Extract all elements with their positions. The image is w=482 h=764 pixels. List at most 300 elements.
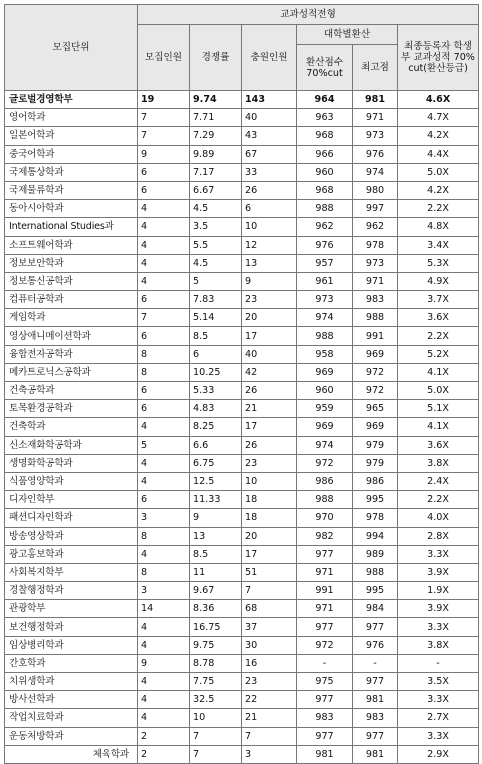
table-row [5, 527, 479, 545]
filled-cell: 3 [242, 745, 297, 763]
dept-name-cell: 디자인학부 [5, 491, 138, 509]
score70-cell: 986 [297, 472, 353, 490]
filled-cell: 10 [242, 218, 297, 236]
table-row [5, 345, 479, 363]
rate-cell: 8.25 [190, 418, 242, 436]
dept-name-cell: 메카트로닉스공학과 [5, 363, 138, 381]
dept-name-cell: 작업치료학과 [5, 709, 138, 727]
dept-name-cell: 융합전자공학과 [5, 345, 138, 363]
rate-cell: 5.14 [190, 309, 242, 327]
filled-cell: 13 [242, 254, 297, 272]
score70-cell: 957 [297, 254, 353, 272]
quota-cell: 6 [138, 382, 190, 400]
quota-cell: 4 [138, 636, 190, 654]
table-row [5, 691, 479, 709]
top-score-cell: 974 [353, 163, 398, 181]
top-score-cell: 971 [353, 272, 398, 290]
header-filled: 충원인원 [242, 25, 297, 91]
filled-cell: 26 [242, 436, 297, 454]
top-score-cell: 977 [353, 673, 398, 691]
rate-cell: 9.75 [190, 636, 242, 654]
filled-cell: 68 [242, 600, 297, 618]
grade-cell: 3.5X [398, 673, 479, 691]
top-score-cell: 981 [353, 91, 398, 109]
grade-cell: 2.2X [398, 200, 479, 218]
table-row [5, 127, 479, 145]
score70-cell: 962 [297, 218, 353, 236]
score70-cell: 977 [297, 618, 353, 636]
score70-cell: 966 [297, 145, 353, 163]
grade-cell: 3.7X [398, 291, 479, 309]
table-row [5, 636, 479, 654]
rate-cell: 5.33 [190, 382, 242, 400]
table-row [5, 600, 479, 618]
table-row [5, 545, 479, 563]
top-score-cell: 983 [353, 709, 398, 727]
rate-cell: 7.83 [190, 291, 242, 309]
table-row [5, 272, 479, 290]
quota-cell: 9 [138, 654, 190, 672]
dept-name-cell: 광고홍보학과 [5, 545, 138, 563]
admissions-table [4, 4, 479, 764]
filled-cell: 18 [242, 509, 297, 527]
quota-cell: 14 [138, 600, 190, 618]
rate-cell: 4.5 [190, 200, 242, 218]
dept-name-cell: 정보통신공학과 [5, 272, 138, 290]
table-row [5, 163, 479, 181]
table-row [5, 109, 479, 127]
rate-cell: 10.25 [190, 363, 242, 381]
top-score-cell: 973 [353, 127, 398, 145]
rate-cell: 16.75 [190, 618, 242, 636]
rate-cell: 9.67 [190, 582, 242, 600]
table-row [5, 418, 479, 436]
rate-cell: 9 [190, 509, 242, 527]
rate-cell: 32.5 [190, 691, 242, 709]
top-score-cell: - [353, 654, 398, 672]
grade-cell: 2.4X [398, 472, 479, 490]
score70-cell: 971 [297, 600, 353, 618]
top-score-cell: 980 [353, 181, 398, 199]
rate-cell: 6.75 [190, 454, 242, 472]
quota-cell: 2 [138, 745, 190, 763]
grade-cell: 2.7X [398, 709, 479, 727]
top-score-cell: 976 [353, 636, 398, 654]
rate-cell: 9.89 [190, 145, 242, 163]
filled-cell: 17 [242, 327, 297, 345]
score70-cell: 976 [297, 236, 353, 254]
score70-cell: 958 [297, 345, 353, 363]
rate-cell: 8.78 [190, 654, 242, 672]
rate-cell: 10 [190, 709, 242, 727]
top-score-cell: 989 [353, 545, 398, 563]
table-row [5, 436, 479, 454]
top-score-cell: 979 [353, 436, 398, 454]
filled-cell: 21 [242, 400, 297, 418]
grade-cell: 5.0X [398, 382, 479, 400]
score70-cell: 960 [297, 382, 353, 400]
quota-cell: 8 [138, 363, 190, 381]
filled-cell: 9 [242, 272, 297, 290]
grade-cell: 5.3X [398, 254, 479, 272]
table-row [5, 400, 479, 418]
quota-cell: 4 [138, 236, 190, 254]
score70-cell: 977 [297, 545, 353, 563]
quota-cell: 3 [138, 509, 190, 527]
filled-cell: 37 [242, 618, 297, 636]
score70-cell: - [297, 654, 353, 672]
table-row [5, 709, 479, 727]
header-rate: 경쟁률 [190, 25, 242, 91]
grade-cell: 2.2X [398, 491, 479, 509]
grade-cell: 4.1X [398, 418, 479, 436]
grade-cell: 3.4X [398, 236, 479, 254]
header-top: 최고점 [353, 45, 398, 91]
header-dept: 모집단위 [5, 5, 138, 91]
grade-cell: 3.6X [398, 309, 479, 327]
top-score-cell: 981 [353, 691, 398, 709]
filled-cell: 17 [242, 545, 297, 563]
score70-cell: 969 [297, 363, 353, 381]
top-score-cell: 969 [353, 418, 398, 436]
filled-cell: 33 [242, 163, 297, 181]
top-score-cell: 969 [353, 345, 398, 363]
filled-cell: 6 [242, 200, 297, 218]
header-final: 최종등록자 학생부 교과성적 70% cut(환산등급) [398, 25, 479, 91]
filled-cell: 42 [242, 363, 297, 381]
top-score-cell: 978 [353, 236, 398, 254]
score70-cell: 988 [297, 491, 353, 509]
dept-name-cell: 관광학부 [5, 600, 138, 618]
quota-cell: 4 [138, 709, 190, 727]
dept-name-cell: 건축학과 [5, 418, 138, 436]
dept-name-cell: 보건행정학과 [5, 618, 138, 636]
table-row [5, 218, 479, 236]
rate-cell: 6.67 [190, 181, 242, 199]
table-row [5, 236, 479, 254]
score70-cell: 970 [297, 509, 353, 527]
grade-cell: 3.6X [398, 436, 479, 454]
filled-cell: 22 [242, 691, 297, 709]
quota-cell: 7 [138, 309, 190, 327]
filled-cell: 40 [242, 109, 297, 127]
top-score-cell: 997 [353, 200, 398, 218]
rate-cell: 4.83 [190, 400, 242, 418]
quota-cell: 4 [138, 272, 190, 290]
top-score-cell: 973 [353, 254, 398, 272]
top-score-cell: 995 [353, 491, 398, 509]
dept-name-cell: 정보보안학과 [5, 254, 138, 272]
dept-name-cell: 방사선학과 [5, 691, 138, 709]
quota-cell: 4 [138, 673, 190, 691]
quota-cell: 5 [138, 436, 190, 454]
grade-cell: 2.2X [398, 327, 479, 345]
score70-cell: 981 [297, 745, 353, 763]
top-score-cell: 984 [353, 600, 398, 618]
score70-cell: 971 [297, 563, 353, 581]
grade-cell: 3.3X [398, 618, 479, 636]
dept-name-cell: 식품영양학과 [5, 472, 138, 490]
quota-cell: 4 [138, 545, 190, 563]
table-row [5, 582, 479, 600]
dept-name-cell: 간호학과 [5, 654, 138, 672]
score70-cell: 972 [297, 636, 353, 654]
table-row [5, 200, 479, 218]
filled-cell: 21 [242, 709, 297, 727]
filled-cell: 20 [242, 527, 297, 545]
rate-cell: 8.36 [190, 600, 242, 618]
dept-name-cell: 체육학과 [5, 745, 138, 763]
rate-cell: 7 [190, 745, 242, 763]
dept-name-cell: 방송영상학과 [5, 527, 138, 545]
quota-cell: 4 [138, 218, 190, 236]
dept-name-cell: 치위생학과 [5, 673, 138, 691]
quota-cell: 4 [138, 254, 190, 272]
dept-name-cell: 영어학과 [5, 109, 138, 127]
filled-cell: 20 [242, 309, 297, 327]
header-group: 교과성적전형 [138, 5, 479, 25]
grade-cell: 4.0X [398, 509, 479, 527]
grade-cell: 3.9X [398, 600, 479, 618]
top-score-cell: 995 [353, 582, 398, 600]
rate-cell: 13 [190, 527, 242, 545]
table-row [5, 654, 479, 672]
dept-name-cell: 소프트웨어학과 [5, 236, 138, 254]
table-row [5, 509, 479, 527]
rate-cell: 12.5 [190, 472, 242, 490]
top-score-cell: 965 [353, 400, 398, 418]
top-score-cell: 981 [353, 745, 398, 763]
dept-name-cell: International Studies과 [5, 218, 138, 236]
score70-cell: 974 [297, 436, 353, 454]
dept-name-cell: 일본어학과 [5, 127, 138, 145]
grade-cell: 3.3X [398, 727, 479, 745]
rate-cell: 7.71 [190, 109, 242, 127]
quota-cell: 8 [138, 563, 190, 581]
dept-name-cell: 국제물류학과 [5, 181, 138, 199]
rate-cell: 7.75 [190, 673, 242, 691]
top-score-cell: 972 [353, 382, 398, 400]
rate-cell: 7.17 [190, 163, 242, 181]
grade-cell: 3.8X [398, 454, 479, 472]
dept-name-cell: 패션디자인학과 [5, 509, 138, 527]
quota-cell: 2 [138, 727, 190, 745]
table-row [5, 309, 479, 327]
table-row [5, 618, 479, 636]
dept-name-cell: 임상병리학과 [5, 636, 138, 654]
filled-cell: 12 [242, 236, 297, 254]
score70-cell: 960 [297, 163, 353, 181]
header-score70: 환산점수 70%cut [297, 45, 353, 91]
score70-cell: 982 [297, 527, 353, 545]
top-score-cell: 988 [353, 309, 398, 327]
dept-name-cell: 경찰행정학과 [5, 582, 138, 600]
score70-cell: 977 [297, 691, 353, 709]
score70-cell: 969 [297, 418, 353, 436]
quota-cell: 4 [138, 200, 190, 218]
filled-cell: 43 [242, 127, 297, 145]
quota-cell: 4 [138, 618, 190, 636]
quota-cell: 6 [138, 491, 190, 509]
rate-cell: 5 [190, 272, 242, 290]
quota-cell: 6 [138, 400, 190, 418]
grade-cell: 1.9X [398, 582, 479, 600]
filled-cell: 143 [242, 91, 297, 109]
dept-name-cell: 건축공학과 [5, 382, 138, 400]
quota-cell: 8 [138, 527, 190, 545]
filled-cell: 23 [242, 673, 297, 691]
filled-cell: 16 [242, 654, 297, 672]
dept-name-cell: 국제통상학과 [5, 163, 138, 181]
top-score-cell: 962 [353, 218, 398, 236]
rate-cell: 7.29 [190, 127, 242, 145]
grade-cell: 4.2X [398, 127, 479, 145]
dept-name-cell: 운동처방학과 [5, 727, 138, 745]
header-quota: 모집인원 [138, 25, 190, 91]
grade-cell: 2.9X [398, 745, 479, 763]
table-row [5, 145, 479, 163]
dept-name-cell: 동아시아학과 [5, 200, 138, 218]
table-row [5, 563, 479, 581]
top-score-cell: 988 [353, 563, 398, 581]
dept-name-cell: 사회복지학부 [5, 563, 138, 581]
score70-cell: 977 [297, 727, 353, 745]
score70-cell: 983 [297, 709, 353, 727]
filled-cell: 18 [242, 491, 297, 509]
dept-name-cell: 컴퓨터공학과 [5, 291, 138, 309]
quota-cell: 6 [138, 163, 190, 181]
score70-cell: 968 [297, 181, 353, 199]
score70-cell: 973 [297, 291, 353, 309]
table-row [5, 327, 479, 345]
top-score-cell: 972 [353, 363, 398, 381]
grade-cell: 3.8X [398, 636, 479, 654]
table-row [5, 673, 479, 691]
grade-cell: 4.6X [398, 91, 479, 109]
score70-cell: 988 [297, 200, 353, 218]
rate-cell: 6 [190, 345, 242, 363]
header-convert-group: 대학별환산 [297, 25, 398, 45]
score70-cell: 988 [297, 327, 353, 345]
quota-cell: 4 [138, 418, 190, 436]
table-row [5, 727, 479, 745]
rate-cell: 11.33 [190, 491, 242, 509]
quota-cell: 4 [138, 691, 190, 709]
score70-cell: 968 [297, 127, 353, 145]
table-row [5, 291, 479, 309]
filled-cell: 10 [242, 472, 297, 490]
quota-cell: 4 [138, 472, 190, 490]
table-row [5, 181, 479, 199]
grade-cell: 3.3X [398, 691, 479, 709]
grade-cell: 4.1X [398, 363, 479, 381]
table-row [5, 454, 479, 472]
dept-name-cell: 신소재화학공학과 [5, 436, 138, 454]
grade-cell: 4.7X [398, 109, 479, 127]
grade-cell: 5.1X [398, 400, 479, 418]
filled-cell: 26 [242, 382, 297, 400]
table-row [5, 472, 479, 490]
score70-cell: 961 [297, 272, 353, 290]
rate-cell: 8.5 [190, 327, 242, 345]
grade-cell: 4.2X [398, 181, 479, 199]
grade-cell: - [398, 654, 479, 672]
filled-cell: 23 [242, 454, 297, 472]
quota-cell: 8 [138, 345, 190, 363]
table-row [5, 491, 479, 509]
top-score-cell: 983 [353, 291, 398, 309]
quota-cell: 7 [138, 127, 190, 145]
score70-cell: 975 [297, 673, 353, 691]
top-score-cell: 991 [353, 327, 398, 345]
dept-name-cell: 토목환경공학과 [5, 400, 138, 418]
grade-cell: 2.8X [398, 527, 479, 545]
table-row [5, 254, 479, 272]
quota-cell: 7 [138, 109, 190, 127]
filled-cell: 67 [242, 145, 297, 163]
rate-cell: 6.6 [190, 436, 242, 454]
dept-name-cell: 영상애니메이션학과 [5, 327, 138, 345]
table-body [5, 91, 479, 764]
rate-cell: 11 [190, 563, 242, 581]
grade-cell: 5.2X [398, 345, 479, 363]
grade-cell: 4.9X [398, 272, 479, 290]
rate-cell: 7 [190, 727, 242, 745]
filled-cell: 40 [242, 345, 297, 363]
grade-cell: 5.0X [398, 163, 479, 181]
quota-cell: 19 [138, 91, 190, 109]
rate-cell: 9.74 [190, 91, 242, 109]
rate-cell: 3.5 [190, 218, 242, 236]
table-row [5, 363, 479, 381]
top-score-cell: 977 [353, 727, 398, 745]
top-score-cell: 994 [353, 527, 398, 545]
score70-cell: 974 [297, 309, 353, 327]
rate-cell: 5.5 [190, 236, 242, 254]
top-score-cell: 986 [353, 472, 398, 490]
quota-cell: 6 [138, 181, 190, 199]
filled-cell: 30 [242, 636, 297, 654]
top-score-cell: 979 [353, 454, 398, 472]
quota-cell: 3 [138, 582, 190, 600]
dept-name-cell: 중국어학과 [5, 145, 138, 163]
filled-cell: 23 [242, 291, 297, 309]
filled-cell: 26 [242, 181, 297, 199]
rate-cell: 8.5 [190, 545, 242, 563]
score70-cell: 991 [297, 582, 353, 600]
rate-cell: 4.5 [190, 254, 242, 272]
dept-name-cell: 게임학과 [5, 309, 138, 327]
quota-cell: 9 [138, 145, 190, 163]
quota-cell: 6 [138, 327, 190, 345]
top-score-cell: 976 [353, 145, 398, 163]
grade-cell: 3.3X [398, 545, 479, 563]
dept-name-cell: 글로벌경영학부 [5, 91, 138, 109]
score70-cell: 963 [297, 109, 353, 127]
grade-cell: 4.8X [398, 218, 479, 236]
top-score-cell: 977 [353, 618, 398, 636]
table-row [5, 91, 479, 109]
grade-cell: 3.9X [398, 563, 479, 581]
filled-cell: 7 [242, 727, 297, 745]
filled-cell: 7 [242, 582, 297, 600]
dept-name-cell: 생명화학공학과 [5, 454, 138, 472]
top-score-cell: 978 [353, 509, 398, 527]
quota-cell: 6 [138, 291, 190, 309]
top-score-cell: 971 [353, 109, 398, 127]
grade-cell: 4.4X [398, 145, 479, 163]
quota-cell: 4 [138, 454, 190, 472]
